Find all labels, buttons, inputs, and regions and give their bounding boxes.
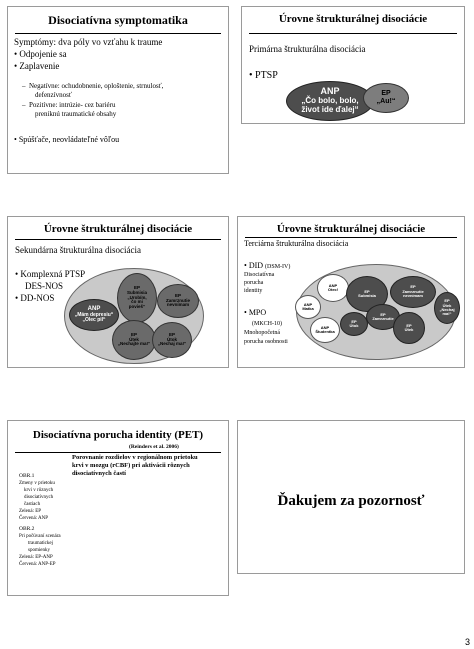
ep-label: EP	[406, 322, 412, 328]
anp-role: Matka	[302, 306, 314, 311]
subitem-text: Negatívne: ochudobnenie, oploštenie, strnulosť,	[29, 82, 164, 90]
slide-4-side-text-1c: identity	[244, 288, 263, 294]
ep-type: nevnímam	[403, 293, 423, 299]
ep-label: EP	[168, 331, 175, 337]
ep-label: EP	[444, 298, 450, 304]
ep-flight-ellipse	[393, 312, 425, 344]
anp-label: ANP	[303, 301, 313, 307]
ep-type: Zamrznutie	[402, 288, 424, 294]
slide-5	[7, 420, 229, 596]
anp-quote-2: „Olec pil“	[82, 317, 106, 324]
ep-quote: čo mi	[131, 299, 143, 305]
slide-4	[237, 216, 465, 368]
anp-mother-ellipse	[295, 295, 321, 319]
anp-ellipse	[286, 81, 374, 121]
ep-freeze-ellipse	[390, 276, 436, 308]
obr1-text-2: krvi v rôznych	[24, 488, 54, 493]
ep-type: Útok	[167, 336, 177, 342]
slide-4-bullet-2: • MPO	[244, 308, 267, 317]
ep-label: EP	[133, 284, 140, 290]
anp-role: Študentka	[315, 329, 335, 334]
anp-student-ellipse	[310, 317, 340, 343]
bullet-label: MPO	[248, 308, 267, 317]
slide-4-side-text-2b: Mnohopočetná	[244, 330, 280, 336]
obr2-text-4: Zelená: EP-ANP	[19, 555, 53, 560]
slide-1-subitem-1-cont: defenzívnosť	[35, 91, 72, 99]
slide-2-title: Úrovne štrukturálnej disociácie	[278, 13, 428, 25]
ep-quote: ma!“	[442, 311, 452, 317]
obr2-label: OBR.2	[19, 526, 35, 532]
anp-role: Otec!	[327, 287, 339, 292]
anp-ellipse	[69, 299, 119, 331]
page-marker: 3	[464, 637, 470, 647]
anp-label: ANP	[87, 306, 101, 313]
ep-quote: „Nechajte ma!“	[117, 341, 151, 347]
slide-1-subitem-2-cont: preniknú traumatické obsahy	[35, 110, 117, 118]
ep-attack-ellipse	[152, 322, 192, 358]
ep-quote: „Urobím,	[127, 294, 147, 300]
slide-4-side-text-1a: Disociatívna	[244, 272, 275, 278]
slide-5-source: (Reinders et al. 2006)	[129, 444, 179, 450]
obr2-text-3: spomienky	[28, 548, 50, 553]
bullet-note: (DSM-IV)	[265, 264, 291, 270]
slide-3-subtitle: Sekundárna štrukturálna disociácia	[15, 245, 141, 255]
ep-type: Útek	[404, 327, 414, 332]
obr2-text-5: Červená: ANP-EP	[19, 562, 56, 567]
ep-freeze-ellipse	[157, 284, 199, 318]
slide-1-bottom-bullet: • Spúšťače, neovládateľné vôľou	[14, 135, 120, 144]
slide-4-title-rule	[245, 237, 457, 238]
ep-type: nevnímam	[166, 302, 190, 308]
ep-type: Útok	[349, 323, 359, 328]
slide-5-title-rule	[15, 452, 221, 453]
obr2-text-1: Pri počúvaní scenára	[19, 534, 61, 539]
slide-6-title: Ďakujem za pozornosť	[277, 493, 425, 509]
ep-ellipse	[363, 83, 409, 113]
ep-label: EP	[130, 331, 137, 337]
obr1-label: OBR.1	[19, 473, 35, 479]
anp-quote-1: „Mám depresiu“	[74, 311, 114, 318]
ep-label: EP	[380, 311, 386, 317]
ep-label: EP	[410, 284, 416, 290]
slide-2-subtitle: Primárna štrukturálna disociácia	[249, 44, 366, 54]
ep-flight-ellipse	[112, 320, 156, 360]
obr1-text-1: Zmeny v prietoku	[19, 481, 55, 486]
anp-quote-1: „Čo bolo, bolo,	[301, 96, 359, 106]
ep-type: Submisia	[358, 293, 376, 298]
obr1-text-4: častiach	[24, 502, 41, 507]
obr1-text-6: Červená: ANP	[19, 516, 49, 521]
ep-type: Útek	[129, 336, 139, 342]
slide-4-title: Úrovne štrukturálnej disociácie	[276, 223, 426, 235]
ep-type: Útek	[442, 302, 452, 308]
slide-3	[7, 216, 229, 368]
slide-3-bullet-3: • DD-NOS	[15, 293, 55, 303]
ep-quote: „Au!“	[376, 98, 396, 105]
anp-label: ANP	[320, 324, 330, 330]
slide-3-title: Úrovne štrukturálnej disociácie	[43, 223, 193, 235]
slide-1-title-rule	[15, 33, 221, 34]
slide-4-side-text-2a: (MKCH-10)	[252, 321, 282, 327]
anp-father-ellipse	[317, 274, 349, 302]
ep-label: EP	[174, 292, 181, 298]
slide-4-side-text-1b: porucha	[244, 280, 264, 286]
ep-type: Submisia	[126, 289, 147, 295]
slide-2-title-rule	[249, 33, 457, 34]
slide-3-bullet-1: • Komplexná PTSP	[15, 269, 86, 279]
bullet-label: Zaplavenie	[19, 61, 60, 71]
slide-4-subtitle: Terciárna štrukturálna disociácia	[244, 239, 349, 248]
slide-1-intro: Symptómy: dva póly vo vzťahu k traume	[14, 37, 163, 47]
slide-5-description-1: Porovnanie rozdielov v regionálnom prietoku	[72, 454, 198, 461]
slide-1-bullet-1: • Odpojenie sa	[14, 49, 67, 59]
ep-quote: povieš“	[128, 304, 146, 310]
slide-3-bullet-2: DES-NOS	[25, 281, 64, 291]
ep-type: Zamrznutie	[165, 297, 190, 303]
slide-6	[237, 420, 465, 574]
slide-3-title-rule	[15, 239, 221, 240]
ep-attack-ellipse	[340, 312, 368, 336]
slide-2	[241, 6, 465, 124]
anp-quote-2: život ide ďalej“	[301, 104, 359, 114]
anp-label: ANP	[320, 86, 340, 97]
ep-quote: „Nechaj	[439, 307, 455, 312]
slide-2-bullet: • PTSP	[249, 70, 278, 81]
slide-5-title: Disociatívna porucha identity (PET)	[32, 429, 204, 441]
anp-label: ANP	[328, 282, 338, 288]
ep-quote: „Nechaj ma!“	[157, 341, 187, 347]
bullet-label: Komplexná PTSP	[20, 269, 86, 279]
slide-1-subitem-2: – Pozitívne: intrúzie- cez bariéru	[22, 101, 116, 109]
bullet-label: DD-NOS	[20, 293, 55, 303]
slide-5-description-3: disociatívnych častí	[72, 470, 126, 477]
bullet-label: PTSP	[255, 70, 278, 81]
ep-flight-2-ellipse	[434, 292, 460, 324]
ep-label: EP	[364, 288, 370, 294]
ep-submission-ellipse	[117, 273, 157, 323]
slide-4-side-text-2c: porucha osobnosti	[244, 339, 288, 345]
obr1-text-3: disociatívnych	[24, 495, 54, 500]
ep-type: Zamrznutie	[372, 316, 394, 321]
obr2-text-2: traumatickej	[28, 541, 53, 546]
slide-1-subitem-1: – Negatívne: ochudobnenie, oploštenie, strnulosť,	[22, 82, 164, 90]
obr1-text-5: Zelená: EP	[19, 509, 42, 514]
bullet-label: Odpojenie sa	[19, 49, 67, 59]
slide-4-bullet-1: • DID (DSM-IV)	[244, 261, 291, 270]
bullet-label: Spúšťače, neovládateľné vôľou	[18, 135, 120, 144]
bullet-label: DID	[248, 261, 264, 270]
slide-1-bullet-2: • Zaplavenie	[14, 61, 60, 71]
subitem-text: Pozitívne: intrúzie- cez bariéru	[29, 101, 116, 109]
slide-1-title: Disociatívna symptomatika	[48, 13, 188, 27]
slide-5-description-2: krvi v mozgu (rCBF) pri aktivácii rôznych	[72, 462, 190, 469]
ep-label: EP	[381, 90, 391, 98]
slide-1	[7, 6, 229, 174]
ep-label: EP	[351, 318, 357, 324]
